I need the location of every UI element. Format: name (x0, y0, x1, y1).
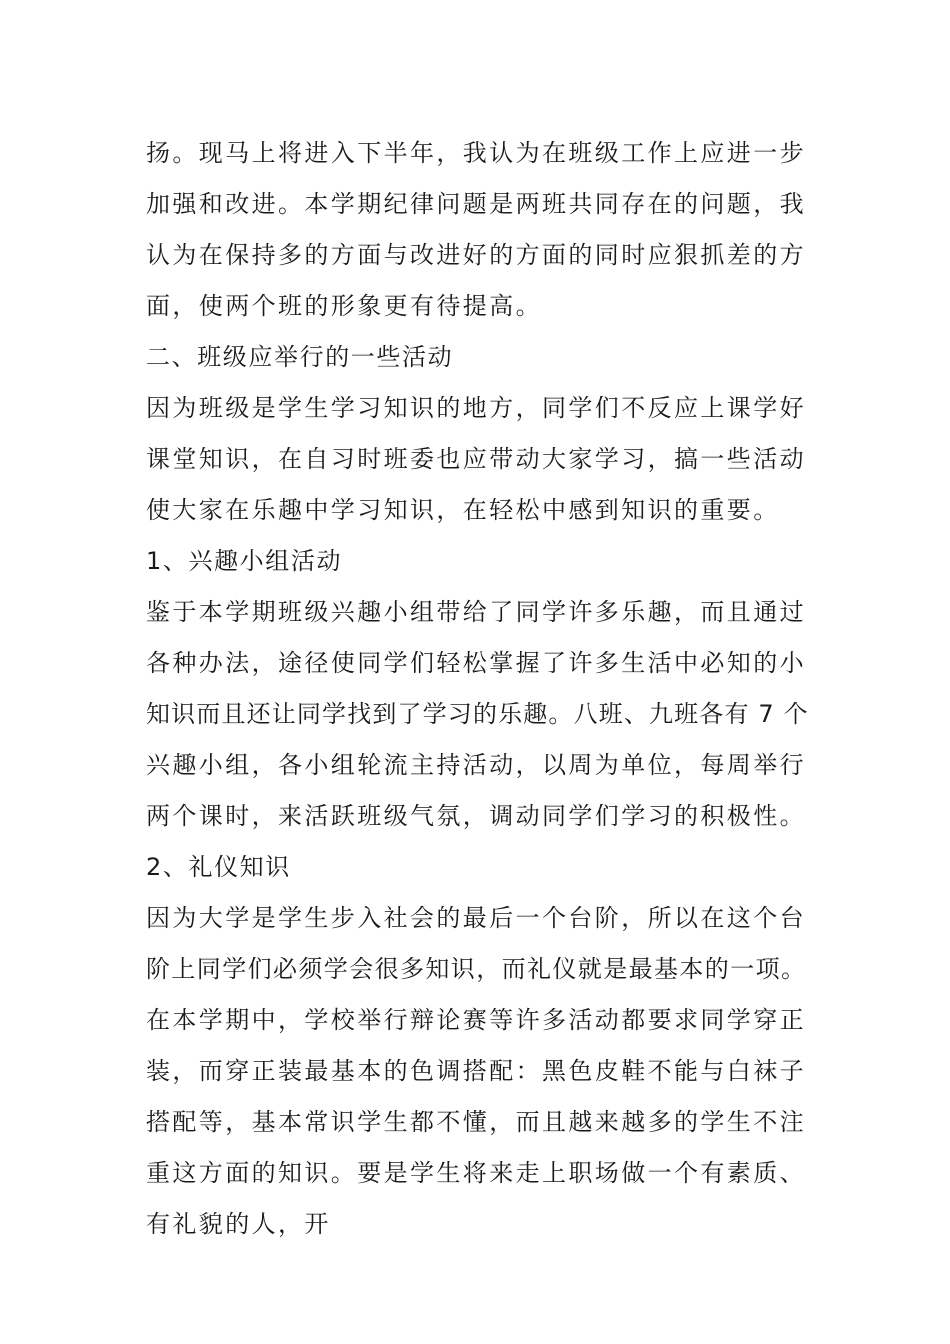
paragraph-line: 阶上同学们必须学会很多知识，而礼仪就是最基本的一项。 (146, 955, 807, 983)
subsection-heading: 2、礼仪知识 (146, 853, 291, 881)
paragraph-line: 使大家在乐趣中学习知识，在轻松中感到知识的重要。 (146, 496, 780, 524)
paragraph-line: 兴趣小组，各小组轮流主持活动，以周为单位，每周举行 (146, 751, 806, 779)
paragraph-line: 因为大学是学生步入社会的最后一个台阶，所以在这个台 (146, 904, 806, 932)
paragraph-line: 两个课时，来活跃班级气氛，调动同学们学习的积极性。 (146, 802, 806, 830)
paragraph-line: 课堂知识，在自习时班委也应带动大家学习，搞一些活动 (146, 445, 806, 473)
subsection-heading: 1、兴趣小组活动 (146, 547, 343, 575)
paragraph-line: 各种办法，途径使同学们轻松掌握了许多生活中必知的小 (146, 649, 806, 677)
section-heading: 二、班级应举行的一些活动 (146, 343, 454, 371)
paragraph-line: 搭配等，基本常识学生都不懂，而且越来越多的学生不注 (146, 1108, 806, 1136)
paragraph-line: 重这方面的知识。要是学生将来走上职场做一个有素质、 (146, 1159, 806, 1187)
paragraph-line: 认为在保持多的方面与改进好的方面的同时应狠抓差的方 (146, 241, 806, 269)
paragraph-line: 知识而且还让同学找到了学习的乐趣。八班、九班各有 7 个 (146, 700, 809, 728)
document-body (146, 128, 810, 1250)
paragraph-line: 面，使两个班的形象更有待提高。 (146, 292, 542, 320)
paragraph-line: 扬。现马上将进入下半年，我认为在班级工作上应进一步 (146, 139, 806, 167)
paragraph-line: 装，而穿正装最基本的色调搭配：黑色皮鞋不能与白袜子 (146, 1057, 806, 1085)
paragraph-line: 因为班级是学生学习知识的地方，同学们不反应上课学好 (146, 394, 806, 422)
paragraph-line: 加强和改进。本学期纪律问题是两班共同存在的问题，我 (146, 190, 806, 218)
paragraph-line: 有礼貌的人，开 (146, 1210, 331, 1238)
paragraph-line: 鉴于本学期班级兴趣小组带给了同学许多乐趣，而且通过 (146, 598, 806, 626)
paragraph-line: 在本学期中，学校举行辩论赛等许多活动都要求同学穿正 (146, 1006, 806, 1034)
